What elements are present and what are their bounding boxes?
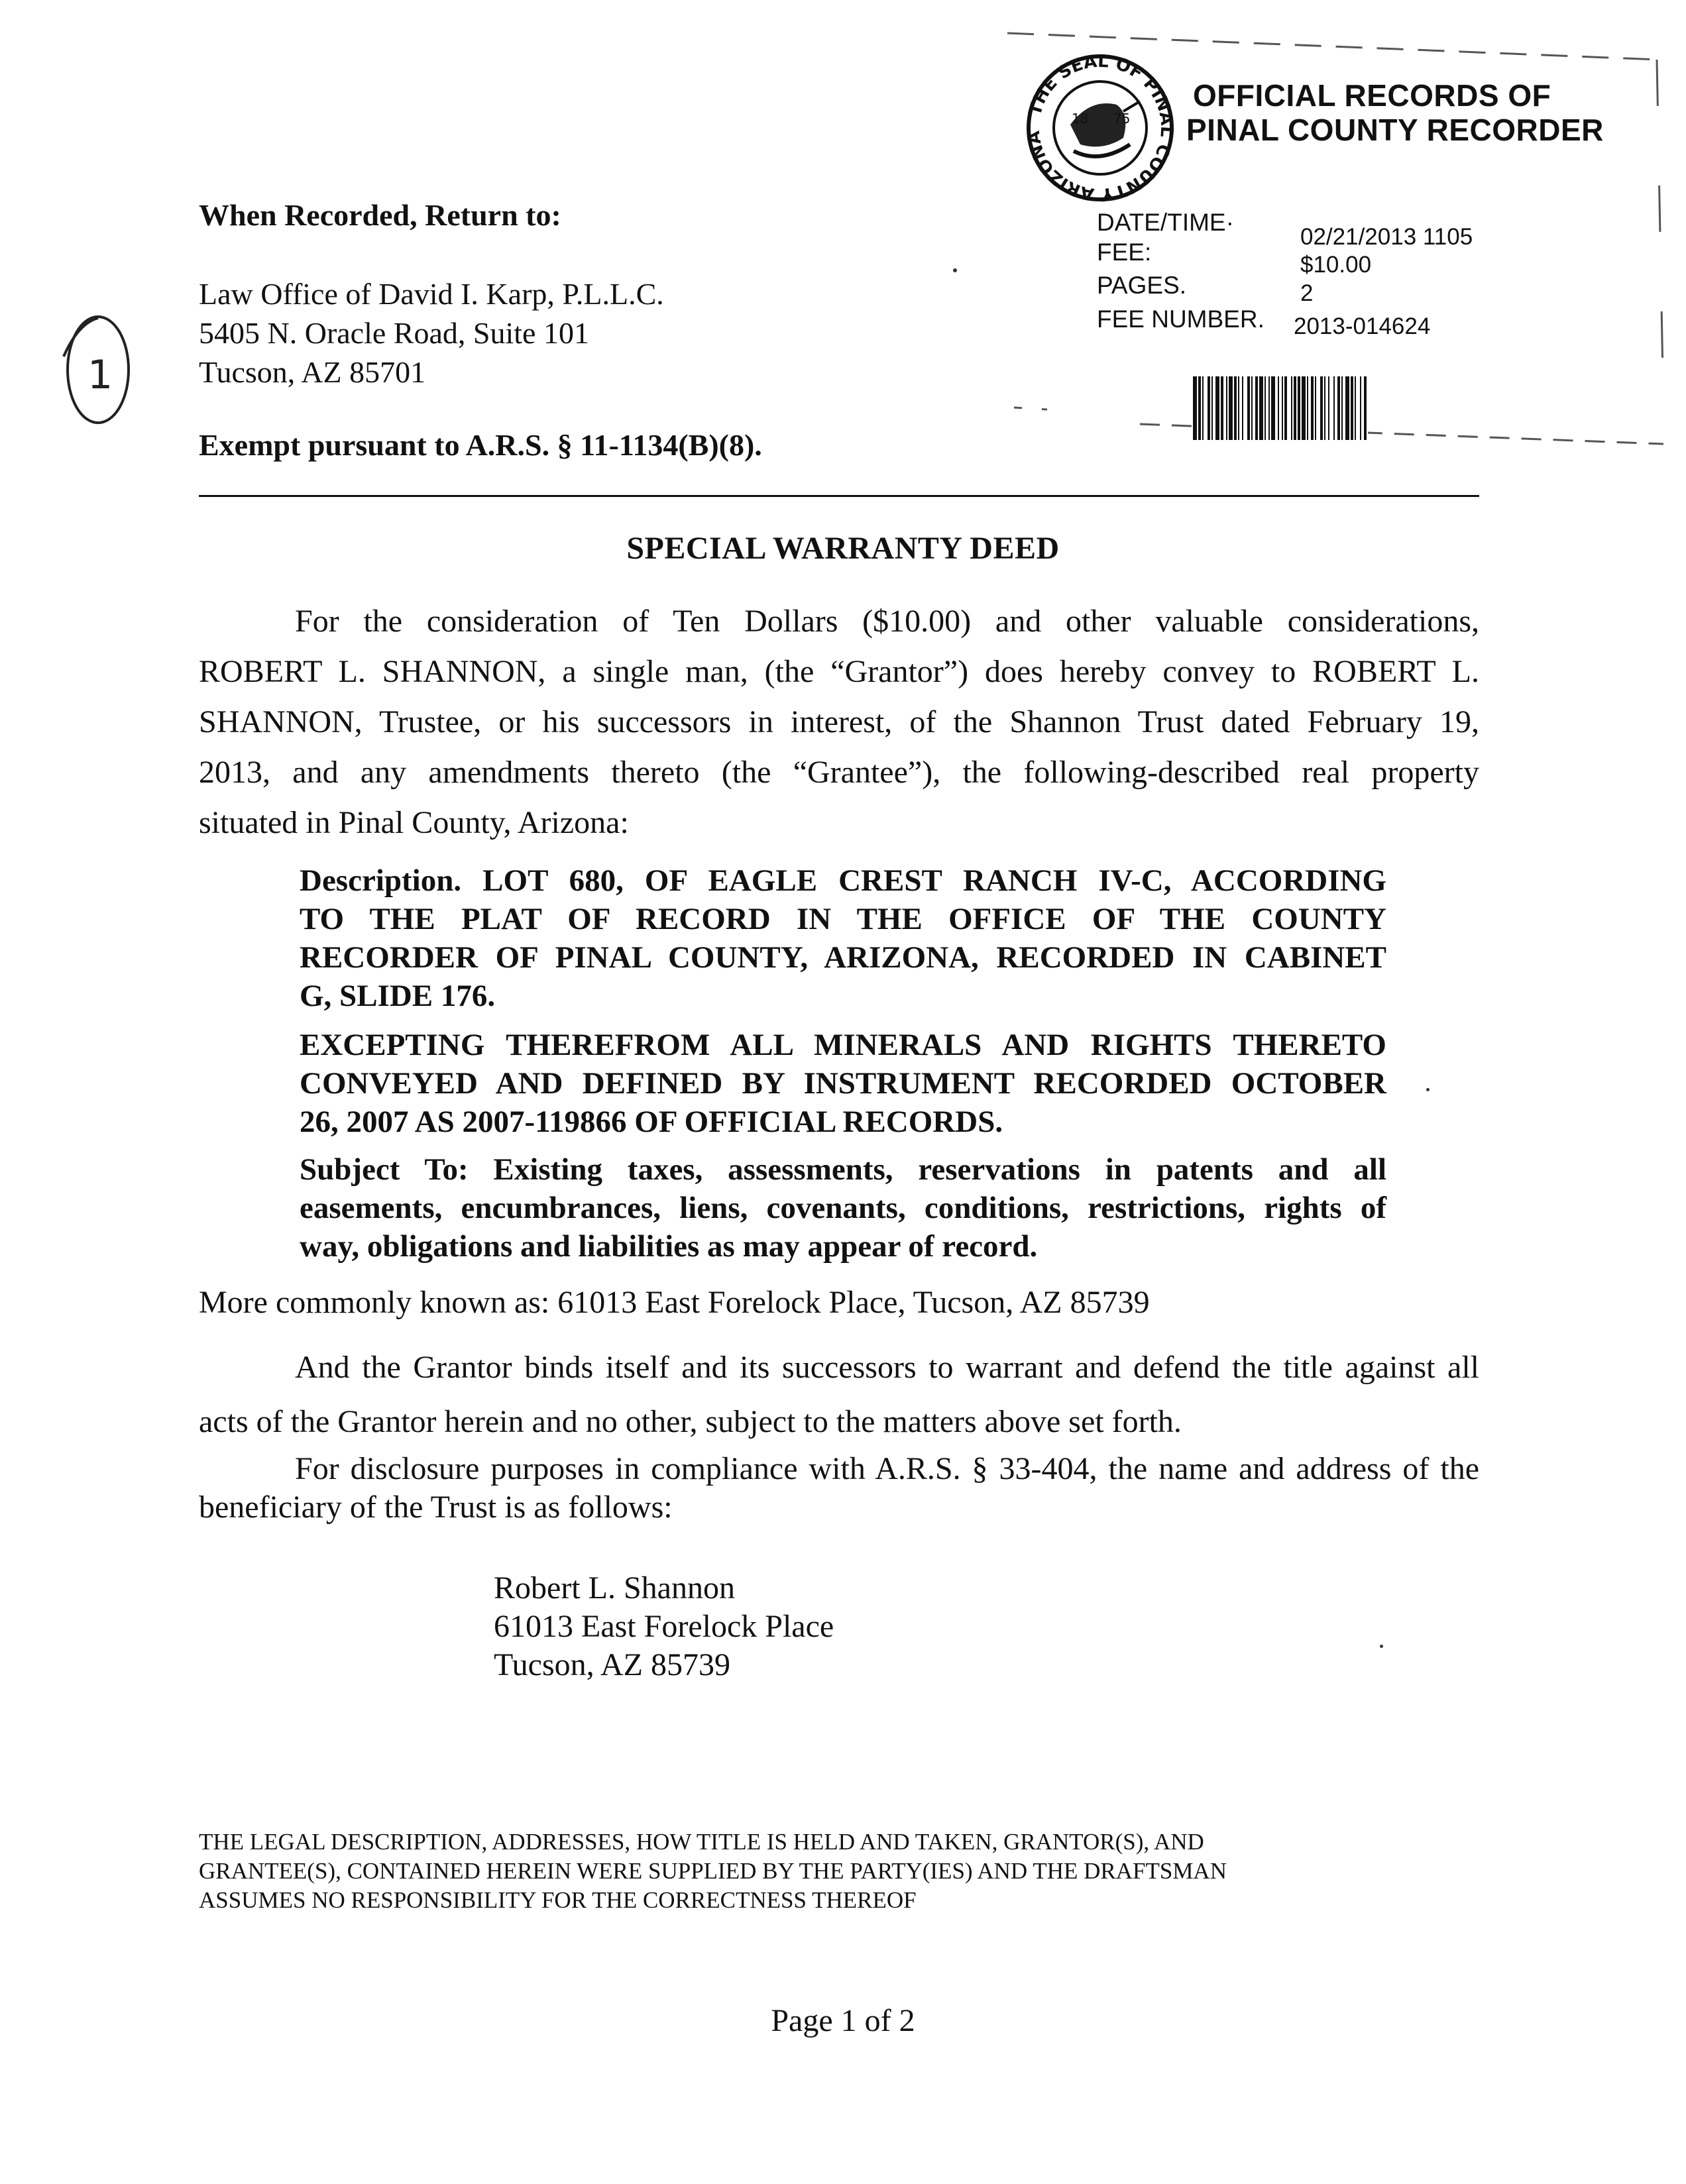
excepting-line-2: CONVEYED AND DEFINED BY INSTRUMENT RECORDED OCTOBER <box>300 1066 1386 1101</box>
scan-speck <box>953 268 957 272</box>
description-line-1: Description. LOT 680, OF EAGLE CREST RANCH IV-C, ACCORDING <box>300 863 1386 898</box>
para2-line-1: And the Grantor binds itself and its successors to warrant and defend the title against all <box>295 1350 1479 1385</box>
seal-year-right: 75 <box>1113 111 1131 127</box>
header-divider <box>199 495 1479 497</box>
para1-line-5: situated in Pinal County, Arizona: <box>199 805 629 840</box>
scan-speck <box>1426 1088 1430 1091</box>
para2-line-2: acts of the Grantor herein and no other, subject to the matters above set forth. <box>199 1404 1182 1439</box>
seal-year-left: 18 <box>1072 111 1089 127</box>
disclaimer-line-1: THE LEGAL DESCRIPTION, ADDRESSES, HOW TITLE IS HELD AND TAKEN, GRANTOR(S), AND <box>199 1829 1204 1855</box>
excepting-line-3: 26, 2007 AS 2007-119866 OF OFFICIAL RECORDS. <box>300 1105 1003 1139</box>
return-address-line-1: Law Office of David I. Karp, P.L.L.C. <box>199 277 664 311</box>
return-to-heading: When Recorded, Return to: <box>199 198 561 232</box>
consideration-paragraph <box>199 596 1479 848</box>
excepting-line-1: EXCEPTING THEREFROM ALL MINERALS AND RIGHTS THERETO <box>300 1028 1386 1062</box>
para1-line-3: SHANNON, Trustee, or his successors in interest, of the Shannon Trust dated February 19, <box>199 704 1479 739</box>
field-value-datetime: 02/21/2013 1105 <box>1300 224 1473 250</box>
circled-number-mark <box>58 310 138 429</box>
beneficiary-name: Robert L. Shannon <box>494 1570 735 1606</box>
legal-description <box>300 861 1386 1015</box>
margin-mark-number: 1 <box>87 352 113 398</box>
field-label-fee: FEE: <box>1097 239 1152 266</box>
beneficiary-street: 61013 East Forelock Place <box>494 1609 834 1644</box>
disclaimer-line-2: GRANTEE(S), CONTAINED HEREIN WERE SUPPLIED BY THE PARTY(IES) AND THE DRAFTSMAN <box>199 1858 1227 1884</box>
subject-line-2: easements, encumbrances, liens, covenants, conditions, restrictions, rights of <box>300 1191 1386 1225</box>
field-value-fee-number: 2013-014624 <box>1294 313 1431 339</box>
description-line-4: G, SLIDE 176. <box>300 979 496 1013</box>
para3-line-2: beneficiary of the Trust is as follows: <box>199 1490 673 1525</box>
excepting-clause <box>300 1026 1386 1141</box>
page-number: Page 1 of 2 <box>771 2003 915 2038</box>
disclaimer-line-3: ASSUMES NO RESPONSIBILITY FOR THE CORRECTNESS THEREOF <box>199 1887 917 1913</box>
seal-ring-text: THE SEAL OF PINAL COUNTY ARIZONA <box>1024 52 1176 204</box>
barcode-bar <box>1367 376 1368 440</box>
description-line-2: TO THE PLAT OF RECORD IN THE OFFICE OF THE COUNTY <box>300 902 1386 936</box>
para1-line-2: ROBERT L. SHANNON, a single man, (the “Grantor”) does hereby convey to ROBERT L. <box>199 654 1479 689</box>
barcode <box>1193 376 1518 440</box>
subject-line-1: Subject To: Existing taxes, assessments, reservations in patents and all <box>300 1152 1386 1187</box>
field-label-datetime: DATE/TIME· <box>1097 209 1234 236</box>
return-address-line-2: 5405 N. Oracle Road, Suite 101 <box>199 316 589 350</box>
property-address-line: More commonly known as: 61013 East Forelock Place, Tucson, AZ 85739 <box>199 1285 1150 1320</box>
disclosure-paragraph <box>199 1450 1479 1527</box>
para1-line-4: 2013, and any amendments thereto (the “Grantee”), the following-described real property <box>199 755 1479 790</box>
recorder-title-line1: OFFICIAL RECORDS OF <box>1193 78 1551 113</box>
field-value-fee: $10.00 <box>1300 252 1372 278</box>
subject-to-clause <box>300 1150 1386 1266</box>
disclaimer <box>199 1828 1227 1915</box>
beneficiary-city: Tucson, AZ 85739 <box>494 1647 730 1682</box>
field-label-pages: PAGES. <box>1097 272 1187 299</box>
return-address-line-3: Tucson, AZ 85701 <box>199 355 426 389</box>
subject-line-3: way, obligations and liabilities as may appear of record. <box>300 1229 1038 1264</box>
description-line-3: RECORDER OF PINAL COUNTY, ARIZONA, RECORDED IN CABINET <box>300 940 1386 975</box>
para1-line-1: For the consideration of Ten Dollars ($10.00) and other valuable considerations, <box>295 604 1479 639</box>
scan-speck <box>1380 1645 1383 1648</box>
exemption-statement: Exempt pursuant to A.R.S. § 11-1134(B)(8). <box>199 428 762 462</box>
para3-line-1: For disclosure purposes in compliance with A.R.S. § 33-404, the name and address of the <box>295 1451 1479 1486</box>
field-value-pages: 2 <box>1300 280 1314 306</box>
field-label-fee-number: FEE NUMBER. <box>1097 305 1264 333</box>
warranty-paragraph <box>199 1340 1479 1449</box>
county-seal-icon <box>1024 52 1176 204</box>
recorder-title-line2: PINAL COUNTY RECORDER <box>1186 113 1604 147</box>
deed-title: SPECIAL WARRANTY DEED <box>626 531 1060 566</box>
beneficiary-address <box>494 1569 834 1684</box>
